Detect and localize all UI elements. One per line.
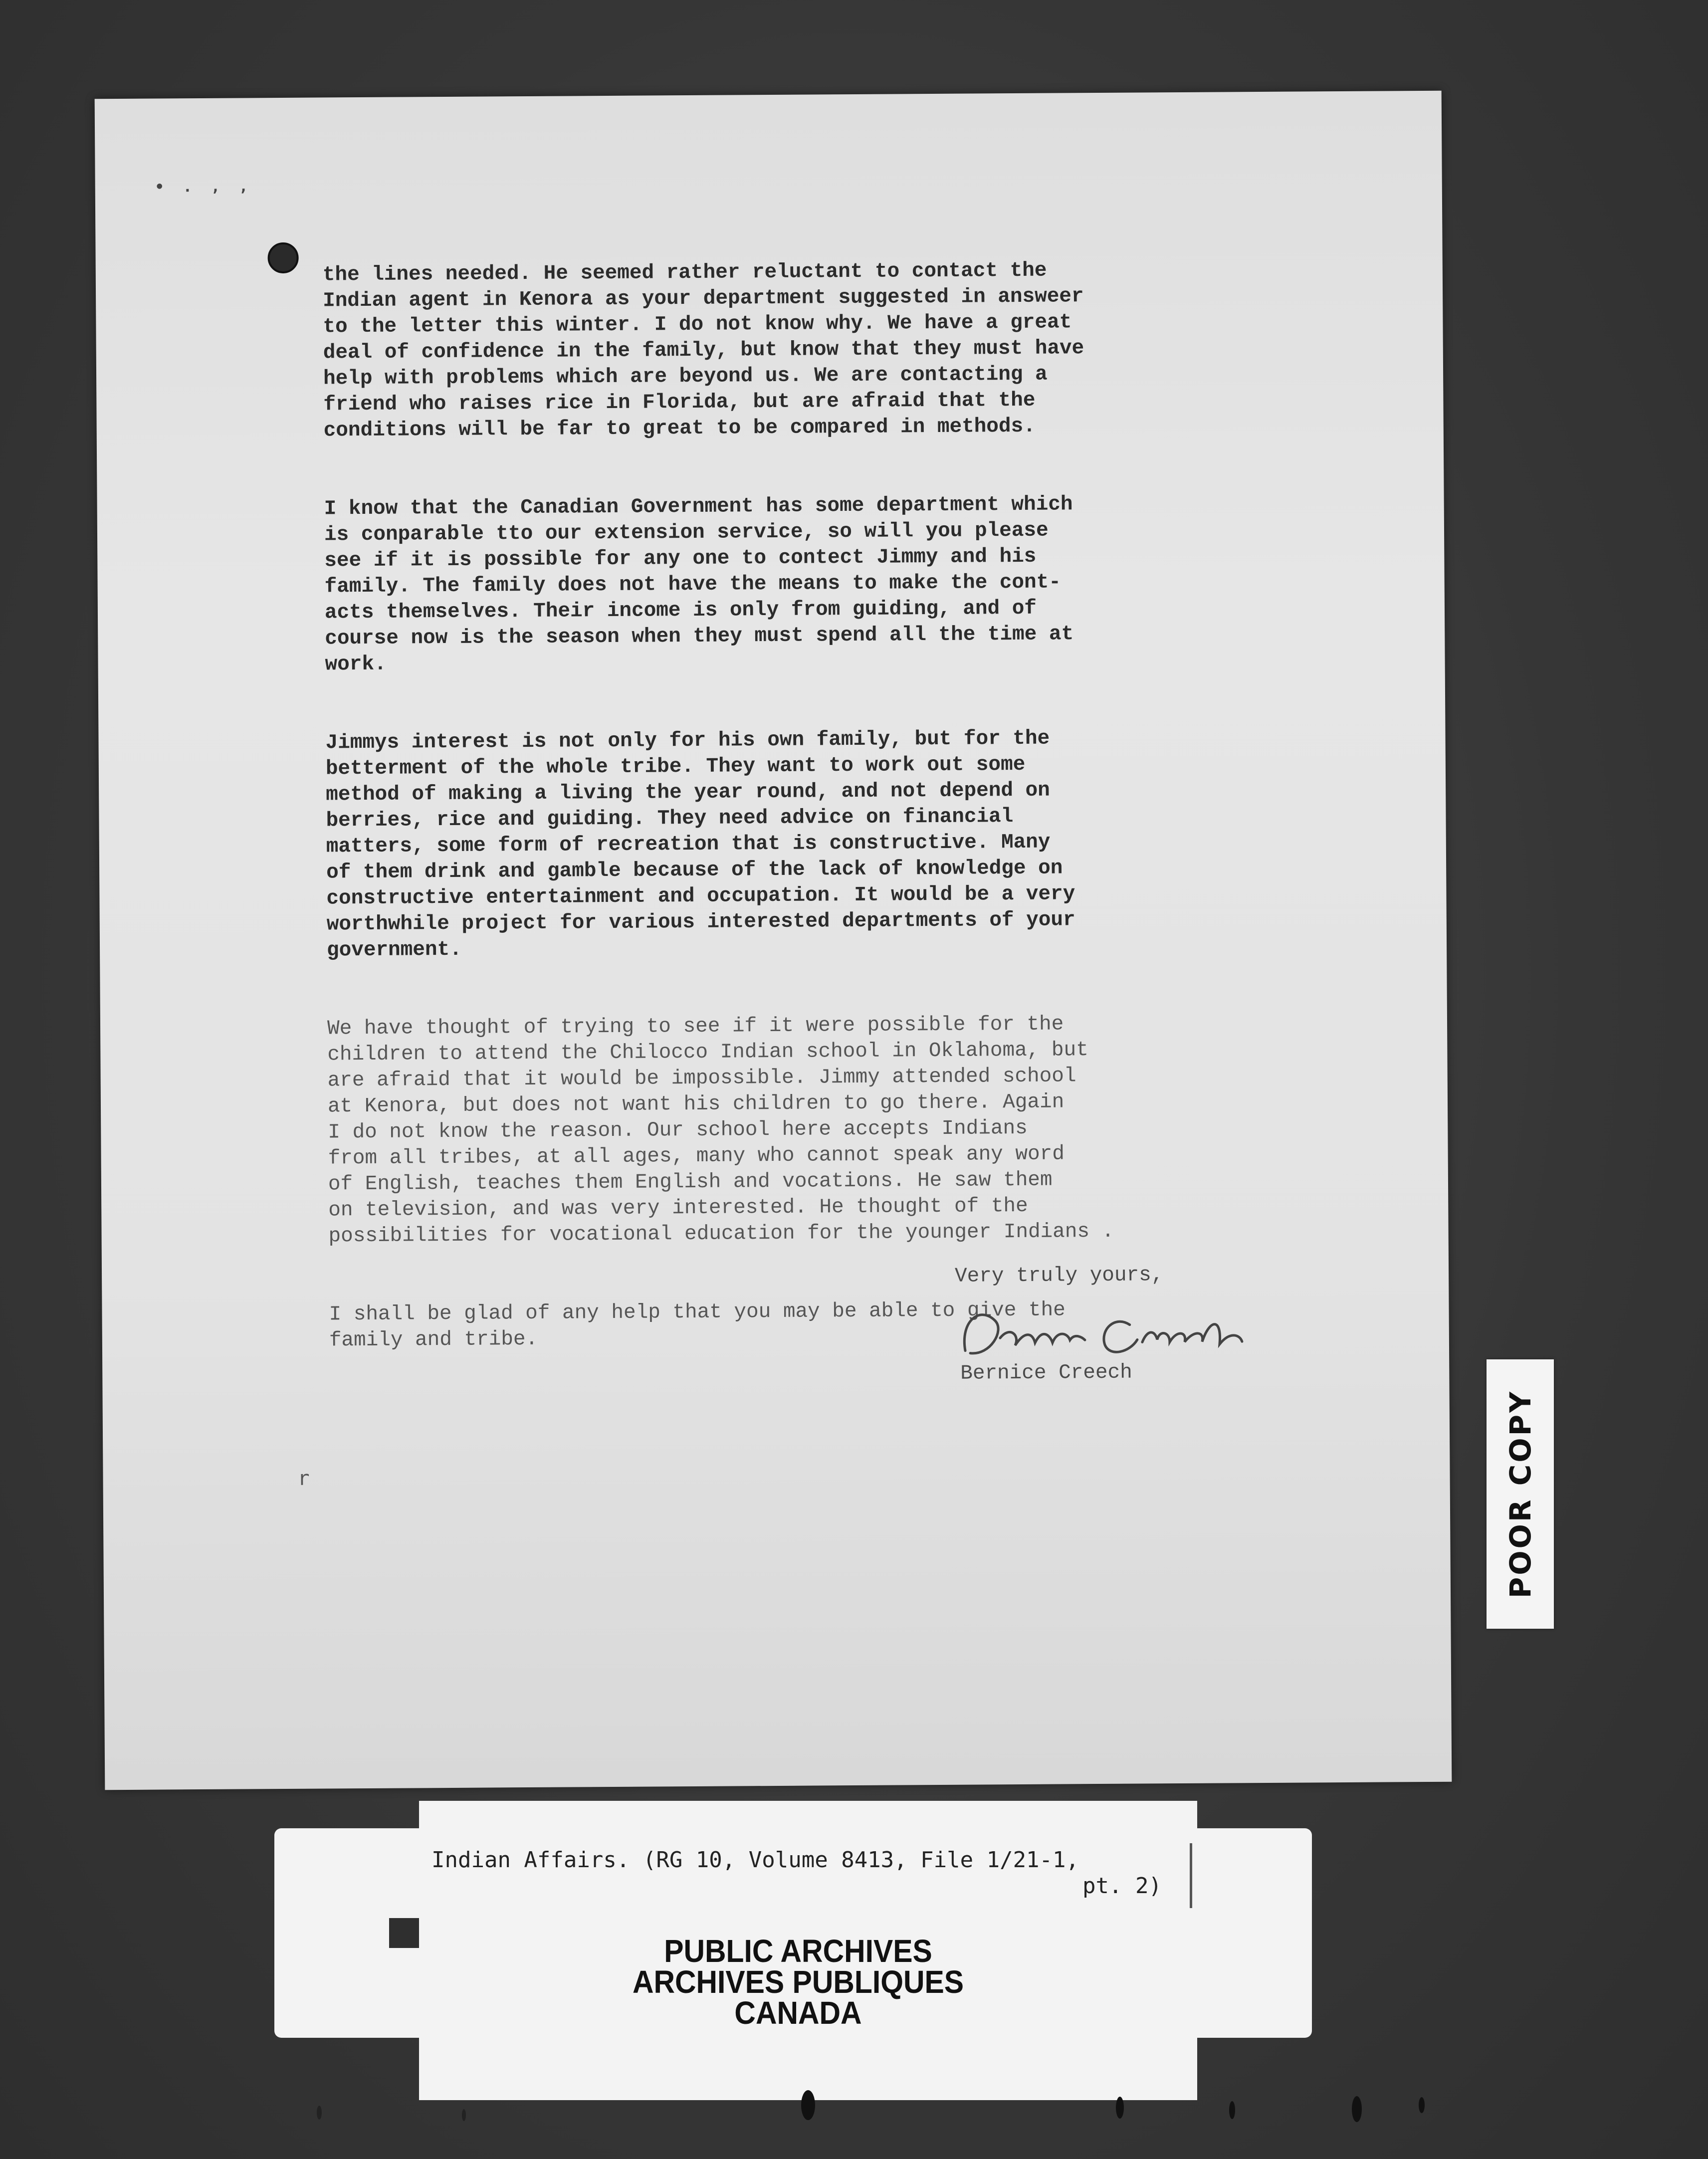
letter-page bbox=[95, 91, 1452, 1790]
archive-reference-line-2: pt. 2) bbox=[1082, 1873, 1162, 1899]
poor-copy-label bbox=[1487, 1359, 1554, 1629]
archive-stamp-line-1: PUBLIC ARCHIVES bbox=[664, 1933, 932, 1969]
archive-stamp-line-3: CANADA bbox=[734, 1995, 862, 2031]
letter-paragraph-5: I shall be glad of any help that you may be able to give the family and tribe. bbox=[329, 1298, 1066, 1352]
letter-paragraph-4: We have thought of trying to see if it were possible for the children to attend the Chilocco Indian school in Oklahoma, but are afraid that it would be impossible. Jimmy attended school at Kenora, but does not want his children to go there. Again I do not know the reason. Our school here accepts Indians from all tribes, at all ages, many who cannot speak any word of English, teaches them English and vocations. He saw them on television, and was very interested. He thought of the possibilities for vocational education for the younger Indians . bbox=[327, 1013, 1114, 1248]
archive-card-notch bbox=[389, 1918, 419, 1948]
archive-stamp-line-2: ARCHIVES PUBLIQUES bbox=[632, 1964, 964, 2000]
signer-name: Bernice Creech bbox=[960, 1361, 1132, 1385]
reference-divider bbox=[1190, 1843, 1192, 1908]
archive-stamp bbox=[449, 1933, 1147, 2031]
letter-paragraph-1: the lines needed. He seemed rather reluctant to contact the Indian agent in Kenora as your department suggested in answeer to the letter this winter. I do not know why. We have a great deal of confidence in the family, but know that they must have help with problems which are beyond us. We are contacting a friend who raises rice in Florida, but are afraid that the conditions will be far to great to be compared in methods. bbox=[322, 259, 1084, 442]
archive-reference-line-1: Indian Affairs. (RG 10, Volume 8413, File 1/21-1, bbox=[431, 1847, 1079, 1873]
handwritten-signature bbox=[950, 1289, 1329, 1371]
letter-paragraph-3: Jimmys interest is not only for his own family, but for the betterment of the whole tribe. They want to work out some method of making a living the year round, and not depend on berries, rice and guiding. They need advice on financial matters, some form of recreation that is constructive. Many of them drink and gamble because of the lack of knowledge on constructive entertainment and occupation. It would be a very worthwhile project for various interested departments of your government. bbox=[325, 727, 1075, 962]
film-edge-specks bbox=[0, 2085, 1708, 2159]
stray-mark: r bbox=[297, 1467, 310, 1490]
poor-copy-text: POOR COPY bbox=[1503, 1389, 1537, 1599]
page-mark: • . , , bbox=[155, 178, 253, 196]
letter-closing: Very truly yours, bbox=[954, 1264, 1164, 1288]
punch-hole bbox=[267, 242, 298, 273]
letter-body bbox=[323, 255, 1442, 1406]
letter-paragraph-2: I know that the Canadian Government has some department which is conparable tto our extension service, so will you please see if it is possible for any one to contect Jimmy and his family. The family does not have the means to make the cont- acts themselves. Their income is only from guiding, and of course now is the season when they must spend all the time at work. bbox=[324, 493, 1074, 676]
